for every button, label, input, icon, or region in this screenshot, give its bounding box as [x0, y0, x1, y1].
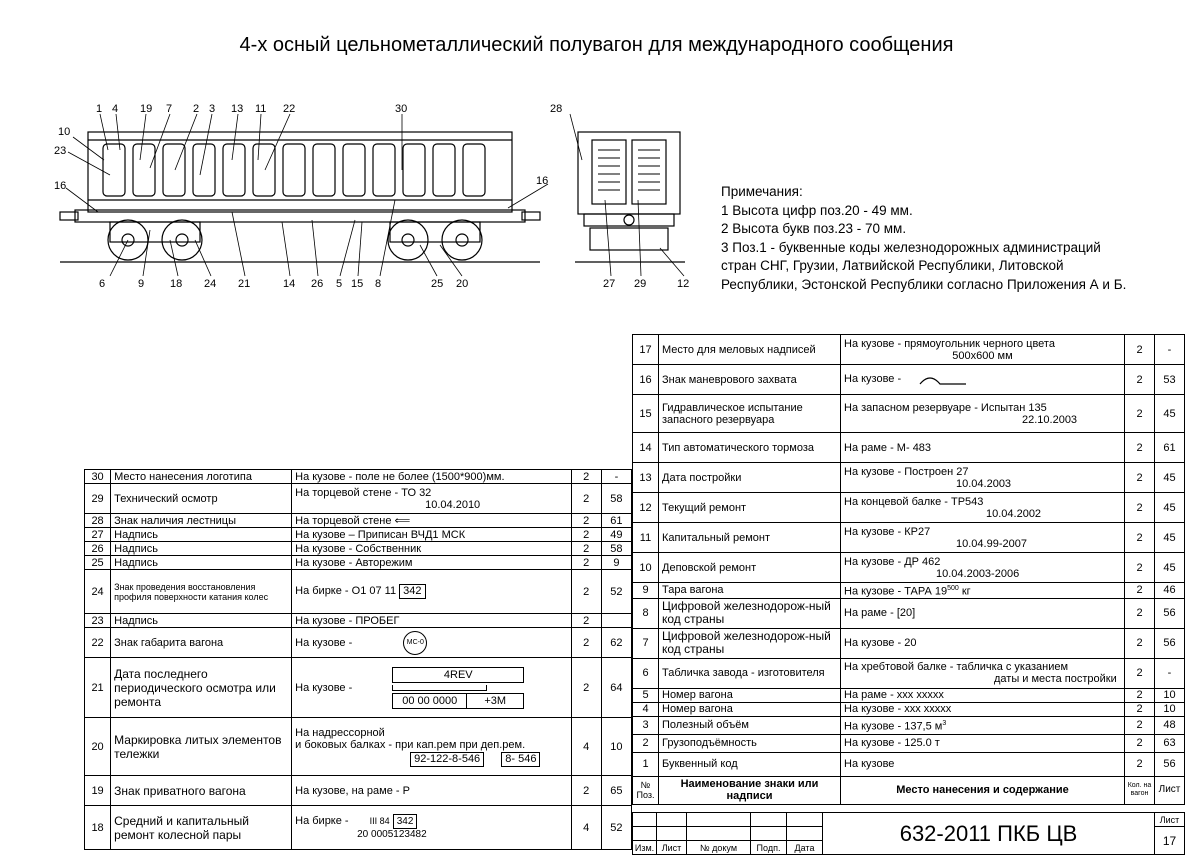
row-no: 27 — [85, 528, 111, 542]
row-list: 58 — [601, 484, 631, 514]
stamp-doc: № докум — [687, 841, 751, 855]
callout-label: 15 — [351, 278, 364, 290]
header-no: № Поз. — [633, 776, 659, 804]
row-no: 18 — [85, 806, 111, 850]
callout-label: 23 — [54, 145, 67, 157]
row-no: 1 — [633, 752, 659, 776]
header-name: Наименование знаки или надписи — [659, 776, 841, 804]
row-place: На кузове - ххх ххххх — [841, 702, 1125, 716]
place-line2: 10.04.2003 — [956, 477, 1012, 490]
place-text: На кузове - — [844, 373, 902, 386]
row-kol: 2 — [1125, 365, 1155, 395]
place-line1: На торцевой стене - ТО 32 — [295, 486, 432, 499]
row-kol: 2 — [571, 776, 601, 806]
row-list: 56 — [1155, 598, 1185, 628]
place-line1: На запасном резервуаре - Испытан 135 — [844, 401, 1047, 414]
plate-interval: +3М — [467, 693, 524, 709]
row-kol: 2 — [571, 570, 601, 614]
row-name: Знак проведения восстановления профиля поверхности катания колес — [111, 570, 292, 614]
repair-date-plate — [392, 667, 524, 709]
cap-repair-mark: 92-122-8-546 — [410, 752, 484, 767]
row-place — [292, 628, 572, 658]
callout-label: 30 — [395, 103, 408, 115]
row-kol: 2 — [1125, 702, 1155, 716]
document-code: 632-2011 ПКБ ЦВ — [823, 813, 1155, 855]
table-row — [85, 528, 632, 542]
callout-label: 14 — [283, 278, 296, 290]
table-row — [633, 752, 1185, 776]
row-kol: 2 — [1125, 463, 1155, 493]
row-kol: 2 — [571, 542, 601, 556]
row-place — [841, 598, 1125, 628]
row-list: 45 — [1155, 493, 1185, 523]
callout-label: 20 — [456, 278, 469, 290]
row-name: Номер вагона — [659, 688, 841, 702]
table-row — [85, 628, 632, 658]
row-no: 19 — [85, 776, 111, 806]
row-list: - — [1155, 335, 1185, 365]
stamp-cell — [633, 813, 657, 827]
callout-label: 16 — [536, 175, 549, 187]
row-place: На кузове - 20 — [841, 628, 1125, 658]
table-row — [85, 718, 632, 776]
table-row — [85, 614, 632, 628]
table-row — [633, 523, 1185, 553]
row-list: 10 — [1155, 688, 1185, 702]
depot-repair-mark: 8- 546 — [501, 752, 540, 767]
table-row — [633, 628, 1185, 658]
place-text: На раме - — [844, 607, 894, 620]
row-list: 45 — [1155, 523, 1185, 553]
row-no: 23 — [85, 614, 111, 628]
callout-label: 5 — [336, 278, 343, 290]
row-place — [841, 523, 1125, 553]
callout-label: 24 — [204, 278, 217, 290]
row-list: 62 — [601, 628, 631, 658]
row-kol: 2 — [571, 470, 601, 484]
row-place — [841, 463, 1125, 493]
row-name: Маркировка литых элементов тележки — [111, 718, 292, 776]
row-name: Табличка завода - изготовителя — [659, 658, 841, 688]
table-row — [633, 493, 1185, 523]
row-name: Надпись — [111, 556, 292, 570]
row-kol: 2 — [571, 614, 601, 628]
wagon-body-end — [578, 132, 680, 214]
place-text: На кузове - — [295, 636, 353, 649]
row-list: 10 — [1155, 702, 1185, 716]
row-list: 65 — [601, 776, 631, 806]
place-line1: На концевой балке - ТР543 — [844, 495, 984, 508]
row-place — [292, 718, 572, 776]
place-line1: На кузове - КР27 — [844, 525, 931, 538]
place-line2: даты и места постройки — [994, 673, 1117, 686]
row-place: На кузове – Приписан ВЧД1 МСК — [292, 528, 572, 542]
stamp-izm: Изм. — [633, 841, 657, 855]
row-list: 53 — [1155, 365, 1185, 395]
place-sup: 500 — [947, 585, 959, 592]
row-list: 64 — [601, 658, 631, 718]
row-place — [292, 570, 572, 614]
callout-label: 6 — [99, 278, 106, 290]
row-name: Номер вагона — [659, 702, 841, 716]
callout-label: 13 — [231, 103, 244, 115]
stamp-cell — [633, 827, 657, 841]
plate-bar — [392, 685, 486, 691]
table-row — [633, 702, 1185, 716]
place-text: На бирке - О1 07 11 — [295, 585, 397, 597]
row-kol: 2 — [1125, 433, 1155, 463]
row-no: 6 — [633, 658, 659, 688]
left-table — [84, 469, 632, 850]
table-row — [85, 658, 632, 718]
place-line2: 10.04.99-2007 — [956, 537, 1027, 550]
row-list: 56 — [1155, 752, 1185, 776]
table-row — [85, 776, 632, 806]
table-row — [633, 433, 1185, 463]
row-place — [292, 806, 572, 850]
row-name: Знак маневрового захвата — [659, 365, 841, 395]
body-panels — [103, 144, 485, 196]
callout-label: 3 — [209, 103, 216, 115]
callout-label: 10 — [58, 126, 71, 138]
table-row — [633, 734, 1185, 752]
bogie-right — [388, 220, 482, 260]
callout-label: 2 — [193, 103, 200, 115]
row-list: 52 — [601, 570, 631, 614]
row-name: Дата последнего периодического осмотра или ремонта — [111, 658, 292, 718]
table-row — [85, 806, 632, 850]
row-name: Цифровой железнодорож-ный код страны — [659, 628, 841, 658]
row-place: На кузове — [841, 752, 1125, 776]
bracket-close: ] — [912, 607, 916, 620]
callout-label: 25 — [431, 278, 444, 290]
row-list: - — [1155, 658, 1185, 688]
table-row — [633, 395, 1185, 433]
row-list — [601, 614, 631, 628]
place-sup: 3 — [942, 719, 947, 727]
row-list: 61 — [601, 514, 631, 528]
row-list: 63 — [1155, 734, 1185, 752]
row-kol: 4 — [571, 806, 601, 850]
place-line1: На кузове - Построен 27 — [844, 465, 969, 478]
row-place: На кузове - Собственник — [292, 542, 572, 556]
row-place — [841, 658, 1125, 688]
row-name: Цифровой железнодорож-ный код страны — [659, 598, 841, 628]
table-row — [85, 556, 632, 570]
wheel-tag-code: III 84 — [369, 816, 390, 826]
callout-label: 19 — [140, 103, 153, 115]
row-list: 56 — [1155, 628, 1185, 658]
row-no: 4 — [633, 702, 659, 716]
row-no: 7 — [633, 628, 659, 658]
place-line2: 10.04.2010 — [425, 498, 481, 511]
row-kol: 2 — [1125, 598, 1155, 628]
row-name: Средний и капитальный ремонт колесной пары — [111, 806, 292, 850]
row-kol: 2 — [1125, 335, 1155, 365]
callout-label: 1 — [96, 103, 103, 115]
row-list: - — [601, 470, 631, 484]
row-name: Деповской ремонт — [659, 553, 841, 583]
callout-label: 21 — [238, 278, 251, 290]
row-kol: 2 — [1125, 688, 1155, 702]
row-place: На кузове - 125.0 т — [841, 734, 1125, 752]
row-kol: 2 — [1125, 716, 1155, 734]
row-list: 45 — [1155, 395, 1185, 433]
row-no: 12 — [633, 493, 659, 523]
place-text: На бирке - — [295, 815, 349, 827]
place-line2: 500х600 мм — [952, 349, 1013, 362]
header-kol: Кол. на вагон — [1125, 776, 1155, 804]
table-header-row — [633, 776, 1185, 804]
row-name: Тара вагона — [659, 583, 841, 599]
row-no: 3 — [633, 716, 659, 734]
row-place — [841, 493, 1125, 523]
row-name: Знак наличия лестницы — [111, 514, 292, 528]
callout-label: 27 — [603, 278, 616, 290]
table-row — [633, 658, 1185, 688]
row-no: 25 — [85, 556, 111, 570]
row-no: 30 — [85, 470, 111, 484]
table-row — [633, 365, 1185, 395]
row-no: 8 — [633, 598, 659, 628]
row-name: Технический осмотр — [111, 484, 292, 514]
row-no: 29 — [85, 484, 111, 514]
table-row — [85, 514, 632, 528]
row-no: 24 — [85, 570, 111, 614]
stamp-cell — [657, 827, 687, 841]
place-line2: 10.04.2002 — [986, 507, 1042, 520]
row-kol: 2 — [571, 514, 601, 528]
row-place — [841, 335, 1125, 365]
place-line2: и боковых балках - при кап.рем при деп.рем. — [295, 738, 526, 751]
row-kol: 2 — [1125, 553, 1155, 583]
row-list: 45 — [1155, 463, 1185, 493]
row-name: Место нанесения логотипа — [111, 470, 292, 484]
row-place: На кузове - Авторежим — [292, 556, 572, 570]
row-name: Буквенный код — [659, 752, 841, 776]
callout-label: 11 — [255, 103, 267, 115]
table-row — [633, 553, 1185, 583]
wheel-tag-box: 342 — [393, 814, 418, 829]
row-no: 22 — [85, 628, 111, 658]
callout-label: 16 — [54, 180, 67, 192]
row-list: 45 — [1155, 553, 1185, 583]
row-no: 17 — [633, 335, 659, 365]
tag-box: 342 — [399, 584, 425, 599]
stamp-cell — [787, 813, 823, 827]
row-kol: 2 — [1125, 395, 1155, 433]
row-name: Текущий ремонт — [659, 493, 841, 523]
row-name: Грузоподъёмность — [659, 734, 841, 752]
place-text: На торцевой стене — [295, 514, 392, 527]
stamp-cell — [657, 813, 687, 827]
row-place — [841, 583, 1125, 599]
row-kol: 2 — [1125, 658, 1155, 688]
callout-label: 9 — [138, 278, 145, 290]
row-kol: 2 — [1125, 523, 1155, 553]
row-name: Капитальный ремонт — [659, 523, 841, 553]
row-no: 15 — [633, 395, 659, 433]
callout-label: 18 — [170, 278, 183, 290]
row-kol: 2 — [1125, 752, 1155, 776]
header-list: Лист — [1155, 776, 1185, 804]
place-line2: 22.10.2003 — [1022, 413, 1078, 426]
table-row — [633, 688, 1185, 702]
row-kol: 2 — [571, 528, 601, 542]
table-row — [633, 335, 1185, 365]
place-line1: На хребтовой балке - табличка с указанием — [844, 661, 1069, 674]
place-unit: кг — [958, 585, 971, 598]
page-title: 4-х осный цельнометаллический полувагон для международного сообщения — [239, 34, 954, 56]
row-kol: 2 — [571, 484, 601, 514]
note-2: 2 Высота букв поз.23 - 70 мм. — [721, 221, 907, 236]
row-place: На раме - ххх ххххх — [841, 688, 1125, 702]
row-list: 58 — [601, 542, 631, 556]
place-line2: 10.04.2003-2006 — [936, 567, 1020, 580]
stamp-data: Дата — [787, 841, 823, 855]
callout-label: 12 — [677, 278, 690, 290]
row-no: 20 — [85, 718, 111, 776]
row-no: 2 — [633, 734, 659, 752]
row-kol: 2 — [571, 628, 601, 658]
stamp-list-label: Лист — [1155, 813, 1185, 827]
stamp-cell — [687, 813, 751, 827]
note-3a: 3 Поз.1 - буквенные коды железнодорожных администраций — [721, 239, 1101, 255]
row-name: Надпись — [111, 614, 292, 628]
title-stamp — [632, 812, 1185, 855]
place-line1: На кузове - ДР 462 — [844, 555, 941, 568]
row-place — [841, 553, 1125, 583]
row-list: 48 — [1155, 716, 1185, 734]
callout-label: 22 — [283, 103, 296, 115]
row-name: Знак габарита вагона — [111, 628, 292, 658]
row-place: На раме - М- 483 — [841, 433, 1125, 463]
row-place — [292, 658, 572, 718]
row-place — [841, 395, 1125, 433]
row-place: На кузове - поле не более (1500*900)мм. — [292, 470, 572, 484]
row-name: Полезный объём — [659, 716, 841, 734]
callout-label: 26 — [311, 278, 324, 290]
note-3c: Республики, Эстонской Республики согласно Приложения А и Б. — [721, 276, 1127, 292]
bracket-open: [ — [896, 607, 900, 620]
plate-date: 00 00 0000 — [392, 693, 467, 709]
table-row — [85, 570, 632, 614]
place-line2: 20 0005123482 — [357, 829, 427, 840]
row-place — [292, 514, 572, 528]
row-kol: 4 — [571, 718, 601, 776]
callout-label: 8 — [375, 278, 382, 290]
row-place — [292, 484, 572, 514]
row-list: 10 — [601, 718, 631, 776]
row-kol: 2 — [1125, 628, 1155, 658]
row-no: 28 — [85, 514, 111, 528]
stamp-list: Лист — [657, 841, 687, 855]
right-table — [632, 334, 1185, 805]
row-list: 61 — [1155, 433, 1185, 463]
table-row — [85, 484, 632, 514]
bogie-left — [108, 220, 202, 260]
place-text: На кузове - ТАРА 19 — [844, 585, 948, 598]
row-no: 26 — [85, 542, 111, 556]
row-name: Надпись — [111, 542, 292, 556]
row-no: 14 — [633, 433, 659, 463]
row-no: 9 — [633, 583, 659, 599]
row-no: 13 — [633, 463, 659, 493]
callout-label: 29 — [634, 278, 647, 290]
stamp-cell — [687, 827, 751, 841]
place-line1: На кузове - прямоугольник черного цвета — [844, 337, 1055, 350]
place-line1: На надрессорной — [295, 726, 385, 739]
row-list: 52 — [601, 806, 631, 850]
row-kol: 2 — [571, 658, 601, 718]
stamp-list-value: 17 — [1155, 827, 1185, 855]
place-text: На кузове - 137,5 м — [844, 720, 943, 733]
place-text: На кузове - — [295, 681, 353, 694]
row-no: 5 — [633, 688, 659, 702]
gauge-sign-label: МС-0 — [406, 638, 424, 646]
row-no: 10 — [633, 553, 659, 583]
row-no: 11 — [633, 523, 659, 553]
row-name: Место для меловых надписей — [659, 335, 841, 365]
callout-label: 7 — [166, 103, 173, 115]
table-row — [633, 716, 1185, 734]
gauge-sign-icon — [403, 631, 427, 655]
row-no: 21 — [85, 658, 111, 718]
stamp-cell — [751, 827, 787, 841]
ladder-arrow-icon: ⟸ — [394, 514, 411, 527]
bracket-value: 20 — [899, 607, 913, 620]
row-list: 46 — [1155, 583, 1185, 599]
row-no: 16 — [633, 365, 659, 395]
table-row — [633, 583, 1185, 599]
table-row — [633, 598, 1185, 628]
table-row — [85, 542, 632, 556]
row-name: Дата постройки — [659, 463, 841, 493]
note-3b: стран СНГ, Грузии, Латвийской Республики, Литовской — [721, 258, 1064, 273]
row-list: 49 — [601, 528, 631, 542]
table-row — [85, 470, 632, 484]
row-place: На кузове - ПРОБЕГ — [292, 614, 572, 628]
row-kol: 2 — [571, 556, 601, 570]
callout-label: 28 — [550, 103, 563, 115]
row-list: 9 — [601, 556, 631, 570]
row-name: Тип автоматического тормоза — [659, 433, 841, 463]
shunting-hook-icon — [918, 374, 968, 386]
row-kol: 2 — [1125, 583, 1155, 599]
stamp-cell — [751, 813, 787, 827]
callout-label: 4 — [112, 103, 119, 115]
row-kol: 2 — [1125, 493, 1155, 523]
stamp-podp: Подп. — [751, 841, 787, 855]
row-place: На кузове, на раме - Р — [292, 776, 572, 806]
row-name: Гидравлическое испытание запасного резервуара — [659, 395, 841, 433]
table-row — [633, 463, 1185, 493]
notes-heading: Примечания: — [721, 184, 803, 199]
notes-block — [721, 183, 1181, 294]
row-place — [841, 716, 1125, 734]
row-kol: 2 — [1125, 734, 1155, 752]
plate-top: 4REV — [392, 667, 524, 683]
note-1: 1 Высота цифр поз.20 - 49 мм. — [721, 202, 913, 218]
header-place: Место нанесения и содержание — [841, 776, 1125, 804]
row-place — [841, 365, 1125, 395]
row-name: Знак приватного вагона — [111, 776, 292, 806]
stamp-cell — [787, 827, 823, 841]
row-name: Надпись — [111, 528, 292, 542]
